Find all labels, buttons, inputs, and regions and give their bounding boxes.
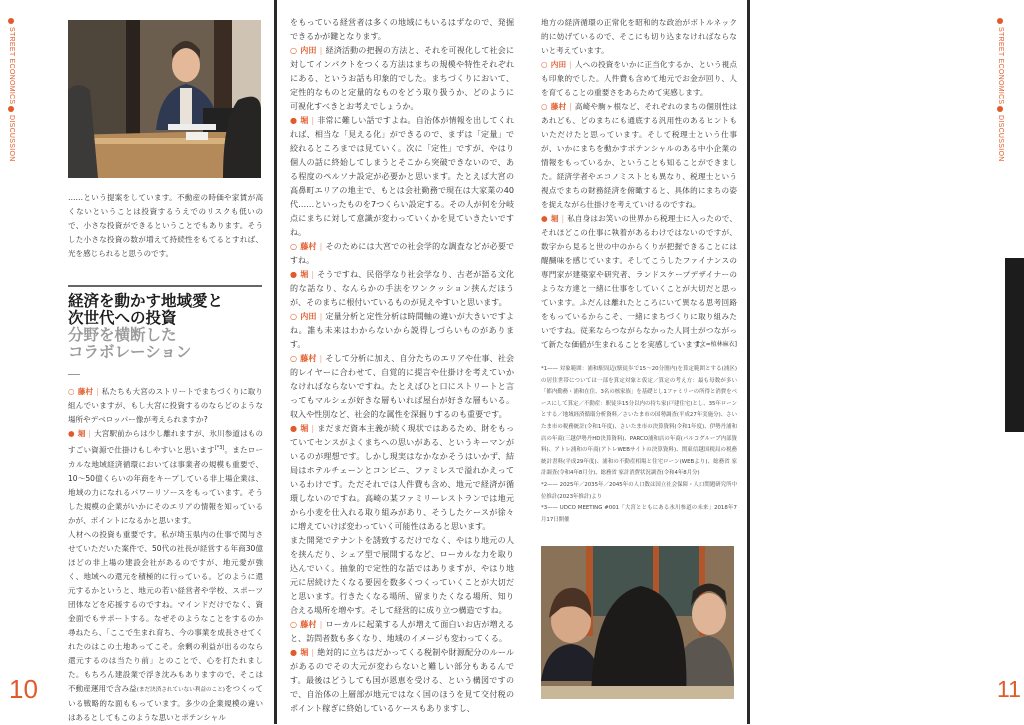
intro-text: ……という提案をしています。不動産の時価や家賃が高くないということは投資するうえでのリスクも低いので、小さな投資ができるということでもあります。そうした小さな投資の数が増えて持続性をもてるとすれば、光を感じられると思うのです。 (68, 193, 263, 258)
dialogue-text: をもっている経営者は多くの地域にもいるはずなので、発掘できるかが鍵となります。 (290, 18, 514, 41)
speaker-marker-icon: ● (290, 648, 298, 657)
side-label-section (8, 106, 15, 162)
dialogue-text: そのためには大宮での社会学的な調査などが必要ですね。 (290, 242, 515, 265)
speaker-marker-icon: ● (290, 116, 298, 125)
series-label: STREET ECONOMICS (997, 27, 1004, 105)
separator: | (569, 60, 572, 69)
page-number-left: 10 (9, 674, 38, 704)
speaker-name: 堀 (300, 424, 309, 433)
speaker-marker-icon: ○ (541, 60, 548, 69)
separator: | (319, 46, 323, 55)
dialogue-paragraph (290, 646, 514, 716)
dialogue-paragraph (290, 618, 514, 646)
dialogue-text: 人への投資をいかに正当化するか、という視点も印象的でした。人件費も含めて地元でお金が回り、人を育てることの重要さをあらためて実感します。 (541, 60, 737, 97)
separator: | (319, 312, 323, 321)
separator: | (569, 102, 572, 111)
speaker-marker-icon: ○ (290, 312, 298, 321)
page-number-right: 11 (997, 676, 1021, 702)
speaker-name: 内田 (300, 312, 317, 321)
dialogue-text: をつくっている戦略的な面ももっています。多少の企業規模の違いはあるとしてもこのような思いとポテンシャル (68, 683, 263, 722)
dialogue-paragraph (290, 16, 514, 44)
dialogue-paragraph (68, 528, 263, 725)
dialogue-paragraph (290, 240, 514, 268)
dialogue-text: 大宮駅前からは少し離れますが、氷川参道はものすごい資源で仕掛けもしやすいと思います (68, 429, 263, 455)
section-label: DISCUSSION (8, 115, 15, 162)
dialogue-paragraph (541, 16, 737, 58)
speaker-marker-icon: ● (290, 424, 298, 433)
photo-discussion-participants (541, 546, 734, 699)
footnotes (541, 364, 737, 526)
speaker-marker-icon: ○ (290, 242, 298, 251)
speaker-name: 堀 (550, 214, 559, 223)
speaker-name: 藤村 (300, 620, 317, 629)
bullet-icon (997, 18, 1003, 24)
separator: | (88, 429, 91, 438)
dialogue-paragraph (290, 44, 514, 114)
dialogue-paragraph (290, 310, 514, 352)
dialogue-paragraph (541, 212, 737, 352)
dialogue-paragraph (68, 427, 263, 528)
dialogue-text: 絶対的に立ちはだかってくる税制や財源配分のルールがあるのでその大元が変わらないと難しい部分もあるんです。最後はどうしても国が恩恵を受ける、という構図ですので、自治体の上層部が地元ではなく国のほうを見て交付税のポイント稼ぎに終始しているケースもありますし、 (290, 648, 514, 713)
footnote: *1—— 対象範囲：浦和駅周辺(駅徒歩で15〜20分圏内)を算定範囲とする(浦区)の居住世帯については一部を算定対象と仮定／算定の考え方：最も母数が多い「都内勤務・浦和在住、3名の核家族」を基礎とし1ファミリーの所得と消費をベースにして算定／不動産：駅徒歩15分以内の持ち家(戸建住宅)とし、35年ローンとする／地域経済循環分析資料／さいたま市の国勢調査(平成27年実施分)、さいたま市の税務統計(令和1年度)、さいたま市の決算資料(令和1年度)、伊勢丹浦和店の年商(三越伊勢丹HD決算資料)、PARCO浦和店の年商(パルコグループ内部資料)、アトレ浦和の年商(アトレWEBサイトの決算資料)、関東信越国税局の税務統計書料(平成29年度)、浦和の不動産相場と住宅ローン(WEBより)、総務省 家計調査(令和4年8月分)、総務省 家計消費状況調査(令和4年8月分) (541, 366, 737, 477)
dialogue-text: 経済活動の把握の方法と、それを可視化して社会に対してインパクトをつくる方法はまちの規模や特性それぞれにある、というお話も印象的でした。まちづくりにおいて、定性的なものと定量的なものをどう取り扱うか、どのように可視化すべきとお考えでしょうか。 (290, 46, 515, 111)
speaker-name: 藤村 (77, 387, 94, 396)
separator: | (311, 424, 315, 433)
dialogue-text: そうですね、民俗学なり社会学なり、古老が語る文化的な話なり、なんらかの手法をワンクッション挟んだほうが、そのまちに根付いているものが見えやすいと思います。 (290, 270, 515, 307)
column-1-body (68, 385, 263, 725)
dialogue-text: ローカルに起業する人が増えて面白いお店が増えると、訪問者数も多くなり、地域のイメージも変わってくる。 (290, 620, 514, 643)
speaker-marker-icon: ○ (68, 387, 75, 396)
speaker-name: 堀 (300, 648, 309, 657)
speaker-name: 藤村 (300, 354, 317, 363)
dialogue-paragraph (290, 352, 514, 422)
heading-rule (68, 285, 262, 287)
section-heading (68, 293, 223, 361)
bullet-icon (8, 106, 14, 112)
separator: | (311, 648, 315, 657)
speaker-name: 藤村 (550, 102, 567, 111)
separator: | (319, 354, 323, 363)
speaker-name: 堀 (300, 270, 309, 279)
heading-line: 経済を動かす地域愛と (68, 292, 224, 310)
speaker-marker-icon: ● (541, 214, 548, 223)
section-index-tab (1005, 258, 1024, 432)
dialogue-text: そして分析に加え、自分たちのエリアや仕事、社会的レイヤーに合わせて、自覚的に提言や仕掛けを考えていかなければならないですね。たとえばひと口にストリートと言ってもマルシェが好きな層もいれば屋台が好きな層もいる。収入や性別など、社会的な属性を深掘りするのも重要です。 (290, 354, 515, 419)
footnote: *3—— UDCO MEETING #001「大宮とともにある氷川参道の未来」2018年7月17日開催 (541, 505, 737, 523)
speaker-marker-icon: ○ (290, 46, 298, 55)
footnote: *2—— 2025年／2035年／2045年の人口数は国立社会保障・人口問題研究所中位推計(2023年推計)より (541, 481, 737, 500)
page-divider-right (747, 0, 750, 724)
aside-note: (まだ決済されていない利益のこと) (136, 686, 225, 693)
dialogue-paragraph (68, 385, 263, 427)
speaker-marker-icon: ● (290, 270, 298, 279)
subheading-line: コラボレーション (68, 343, 192, 361)
separator: | (311, 116, 315, 125)
dialogue-text: また開発でテナントを誘致するだけでなく、やはり地元の人を挟んだり、シェア型で展開するなど、ローカルな力を取り込んでいく。抽象的で定性的な話ではありますが、やはり地元に居続けたくなる要因を数多くつくっていくことが大切だと思います。行きたくなる場所、留まりたくなる場所、知り合える場所を増やす。そして経営的に成り立つ構造ですね。 (290, 536, 514, 615)
speaker-marker-icon: ○ (290, 354, 298, 363)
bullet-icon (997, 106, 1003, 112)
speaker-name: 内田 (300, 46, 317, 55)
separator: | (319, 620, 323, 629)
speaker-marker-icon: ○ (541, 102, 548, 111)
speaker-name: 堀 (77, 429, 86, 438)
bullet-icon (8, 18, 14, 24)
column-2-body (290, 16, 514, 716)
heading-line: 次世代への投資 (68, 309, 177, 327)
dialogue-text: 人材への投資も重要です。私が埼玉県内の仕事で関与させていただいた案件で、50代の社長が経営する年商30億ほどの非上場の建設会社があるのですが、地元愛が強く、地域への還元を積極的に行っている。どのように還元するかというと、地元の若い経営者や学校、スポーツ団体などを応援するのですね。マインドだけでなく、資金面でもサポートする。なぜそのようなことをするのか尋ねたら、「ここで生まれ育ち、今の事業を成長させてくれたのはこの土地あってこそ。余剰の利益が出るのなら還元するのは当たり前」とのことで、心を打たれました。もちろん建設業で浮き沈みもありますので、そこは不動産運用で含み益 (68, 529, 263, 693)
dialogue-paragraph (290, 268, 514, 310)
heading-short-rule (68, 374, 80, 375)
author-credit: [文=植林麻衣] (697, 341, 737, 348)
side-label-section-right (997, 106, 1004, 162)
subheading-line: 分野を横断した (68, 326, 177, 344)
dialogue-text: 私たちも大宮のストリートでまちづくりに取り組んでいますが、もし大宮に投資するのならどのような場所やデベロッパー像が考えられますか? (68, 387, 263, 424)
section-label: DISCUSSION (997, 115, 1004, 162)
photo-speaker-at-table (68, 20, 261, 178)
dialogue-paragraph (290, 534, 514, 618)
separator: | (311, 270, 315, 279)
footnote-ref: [*3] (214, 445, 225, 451)
separator: | (319, 242, 323, 251)
side-label-series (8, 18, 15, 104)
dialogue-text: 非常に難しい話ですよね。自治体が情報を出してくれれば、相当な「見える化」ができるので、まずは「定量」で絞れるところまでは見ていく。次に「定性」ですが、やはり個人の話に終始してしまうとそこから突破できないので、ある程度のペルソナ設定が必要かと思います。たとえば大宮の高鼻町エリアの地主で、もとは会社勤務で現在は大家業の40代……といったものを7つくらい設定する。その人が何を分岐点にまちに対して意識が変わっていくかを見ていきたいですね。 (290, 116, 515, 237)
dialogue-text: 定量分析と定性分析は時間軸の違いが大きいですよね。誰も未来はわからないから説得しづらいものがあります。 (290, 312, 515, 349)
dialogue-paragraph (541, 100, 737, 212)
side-label-series-right (997, 18, 1004, 104)
dialogue-text: 。またローカルな地域経済循環においては事業者の規模も重要で、10〜50億くらいの年商をキープしている非上場企業は、地域の力になれるパワーリソースをもっています。そうした規模の企業がいかにそのエリアの情報を知っているかが、ポイントになるかと思います。 (68, 445, 263, 525)
speaker-name: 内田 (550, 60, 567, 69)
dialogue-text: 私自身はお笑いの世界から税理士に入ったので、それほどこの仕事に執着があるわけではないのですが、数字から見ると世の中のからくりが把握できることには醍醐味を感じています。そしてこうしたファイナンスの専門家が建築家や研究者、ランドスケープデザイナーのような方達と一緒に仕事をしていくことが大切だと思っています。ふだんは離れたところにいて異なる思考回路をもっているからこそ、一緒にまちづくりに取り組みたいですね。従来ならつながらなかった人同士がつながって新たな価値が生まれることを実感しています。 (541, 214, 737, 349)
dialogue-text: まだまだ資本主義が続く現状ではあるため、財をもっていてセンスがよくまちへの思いがある、というキーマンがいるのが理想です。しかし現実はなかなかそうはいかず、結局はホテルチェーンとコンビニ、ファミレスで溢れかえっているわけです。ただそれでは人件費も含め、地元で経済が循環しないのですね。高崎の某ファミリーレストランでは地元から小麦を仕入れる取り組みがあり、そうしたケースが徐々に増えていけば変わっていく可能性はあると思います。 (290, 424, 514, 531)
separator: | (561, 214, 565, 223)
dialogue-paragraph (290, 114, 514, 240)
page-divider-left (274, 0, 277, 724)
column-3-body (541, 16, 737, 352)
dialogue-text: 地方の経済循環の正常化を昭和的な政治がボトルネック的に妨げているので、そこにも切り込まなければならないと考えています。 (541, 18, 737, 55)
speaker-marker-icon: ● (68, 429, 75, 438)
series-label: STREET ECONOMICS (8, 27, 15, 105)
dialogue-text: 高崎や駒ヶ根など、それぞれのまちの個別性はあれども、どのまちにも通底する汎用性のあるヒントもいただけたと思っています。そして税理士という仕事が、いかにまちを動かすポテンシャルのある中小企業の情報をもっているか、ということも知ることができました。経済学者やエコノミストとも異なり、税理士という視点でまちの財務経済を俯瞰すると、具体的にまちの姿を捉えながら仕掛けを考えていけるのですね。 (541, 102, 737, 209)
speaker-marker-icon: ○ (290, 620, 298, 629)
speaker-name: 堀 (300, 116, 309, 125)
intro-paragraph (68, 191, 263, 261)
speaker-name: 藤村 (300, 242, 317, 251)
separator: | (96, 387, 99, 396)
dialogue-paragraph (541, 58, 737, 100)
dialogue-paragraph (290, 422, 514, 534)
